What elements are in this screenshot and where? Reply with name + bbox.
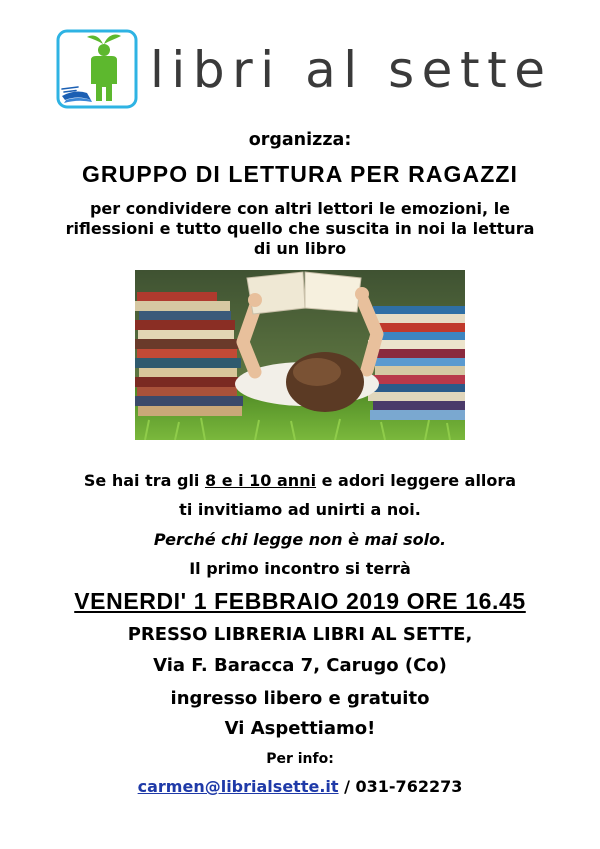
- book-spine: [137, 349, 237, 358]
- book-spine: [138, 406, 242, 416]
- age-invite-after: e adori leggere allora: [316, 471, 517, 490]
- girl-hair-highlight: [293, 358, 341, 386]
- book-spine: [135, 377, 239, 387]
- contact-line: [0, 777, 600, 797]
- page-title: GRUPPO DI LETTURA PER RAGAZZI: [81, 161, 519, 187]
- book-spine: [135, 320, 235, 330]
- age-invite-line: [0, 471, 600, 491]
- book-spine: [139, 368, 237, 377]
- book-spine: [373, 306, 465, 314]
- book-spine: [369, 375, 465, 384]
- book-spine: [368, 340, 465, 349]
- book-spine: [371, 332, 465, 340]
- event-address: Via F. Baracca 7, Carugo (Co): [153, 655, 447, 676]
- book-spine: [135, 358, 241, 368]
- book-spine: [139, 311, 231, 320]
- logo-icon: [56, 29, 138, 109]
- girl-left-hand: [248, 293, 262, 307]
- held-book-left-page: [247, 272, 305, 314]
- organizer-label: organizza:: [248, 130, 352, 150]
- book-spine: [135, 301, 230, 311]
- event-date-time: VENERDI' 1 FEBBRAIO 2019 ORE 16.45: [74, 588, 526, 614]
- book-spine: [138, 330, 234, 339]
- book-spine: [137, 387, 237, 396]
- book-spine: [135, 339, 239, 349]
- phone-number: 031-762273: [355, 777, 463, 796]
- intro-line-2: riflessioni e tutto quello che suscita in noi la lettura: [65, 219, 535, 238]
- book-spine: [137, 292, 217, 301]
- contact-separator: /: [338, 777, 356, 796]
- book-spine: [370, 358, 465, 366]
- intro-line-3: di un libro: [253, 239, 347, 258]
- first-meeting-line: Il primo incontro si terrà: [189, 559, 411, 578]
- book-spine: [375, 366, 465, 375]
- event-venue: PRESSO LIBRERIA LIBRI AL SETTE,: [127, 624, 473, 645]
- left-book-stack: [135, 292, 243, 416]
- book-spine: [369, 314, 465, 323]
- reading-girl-photo: [135, 270, 465, 440]
- right-book-stack: [368, 306, 465, 420]
- logo-figure-head: [98, 44, 110, 56]
- closing-line: Vi Aspettiamo!: [224, 718, 376, 739]
- age-range: 8 e i 10 anni: [204, 471, 317, 490]
- book-spine: [373, 401, 465, 410]
- book-spine: [372, 384, 465, 392]
- girl-right-hand: [355, 287, 369, 301]
- book-spine: [370, 410, 465, 420]
- contact-label: Per info:: [266, 751, 334, 767]
- age-invite-before: Se hai tra gli: [83, 471, 205, 490]
- intro-line-1: per condividere con altri lettori le emozioni, le: [89, 199, 511, 218]
- book-spine: [368, 392, 465, 401]
- held-book-right-page: [305, 272, 361, 312]
- motto: Perché chi legge non è mai solo.: [153, 530, 447, 549]
- book-spine: [135, 396, 243, 406]
- logo-wordmark: [148, 36, 548, 98]
- invite-line: ti invitiamo ad unirti a noi.: [179, 500, 421, 519]
- event-admission: ingresso libero e gratuito: [170, 688, 430, 709]
- book-spine: [373, 349, 465, 358]
- logo-wordmark-text: libri al sette: [150, 41, 545, 98]
- email-link[interactable]: carmen@librialsette.it: [137, 777, 339, 796]
- book-spine: [375, 323, 465, 332]
